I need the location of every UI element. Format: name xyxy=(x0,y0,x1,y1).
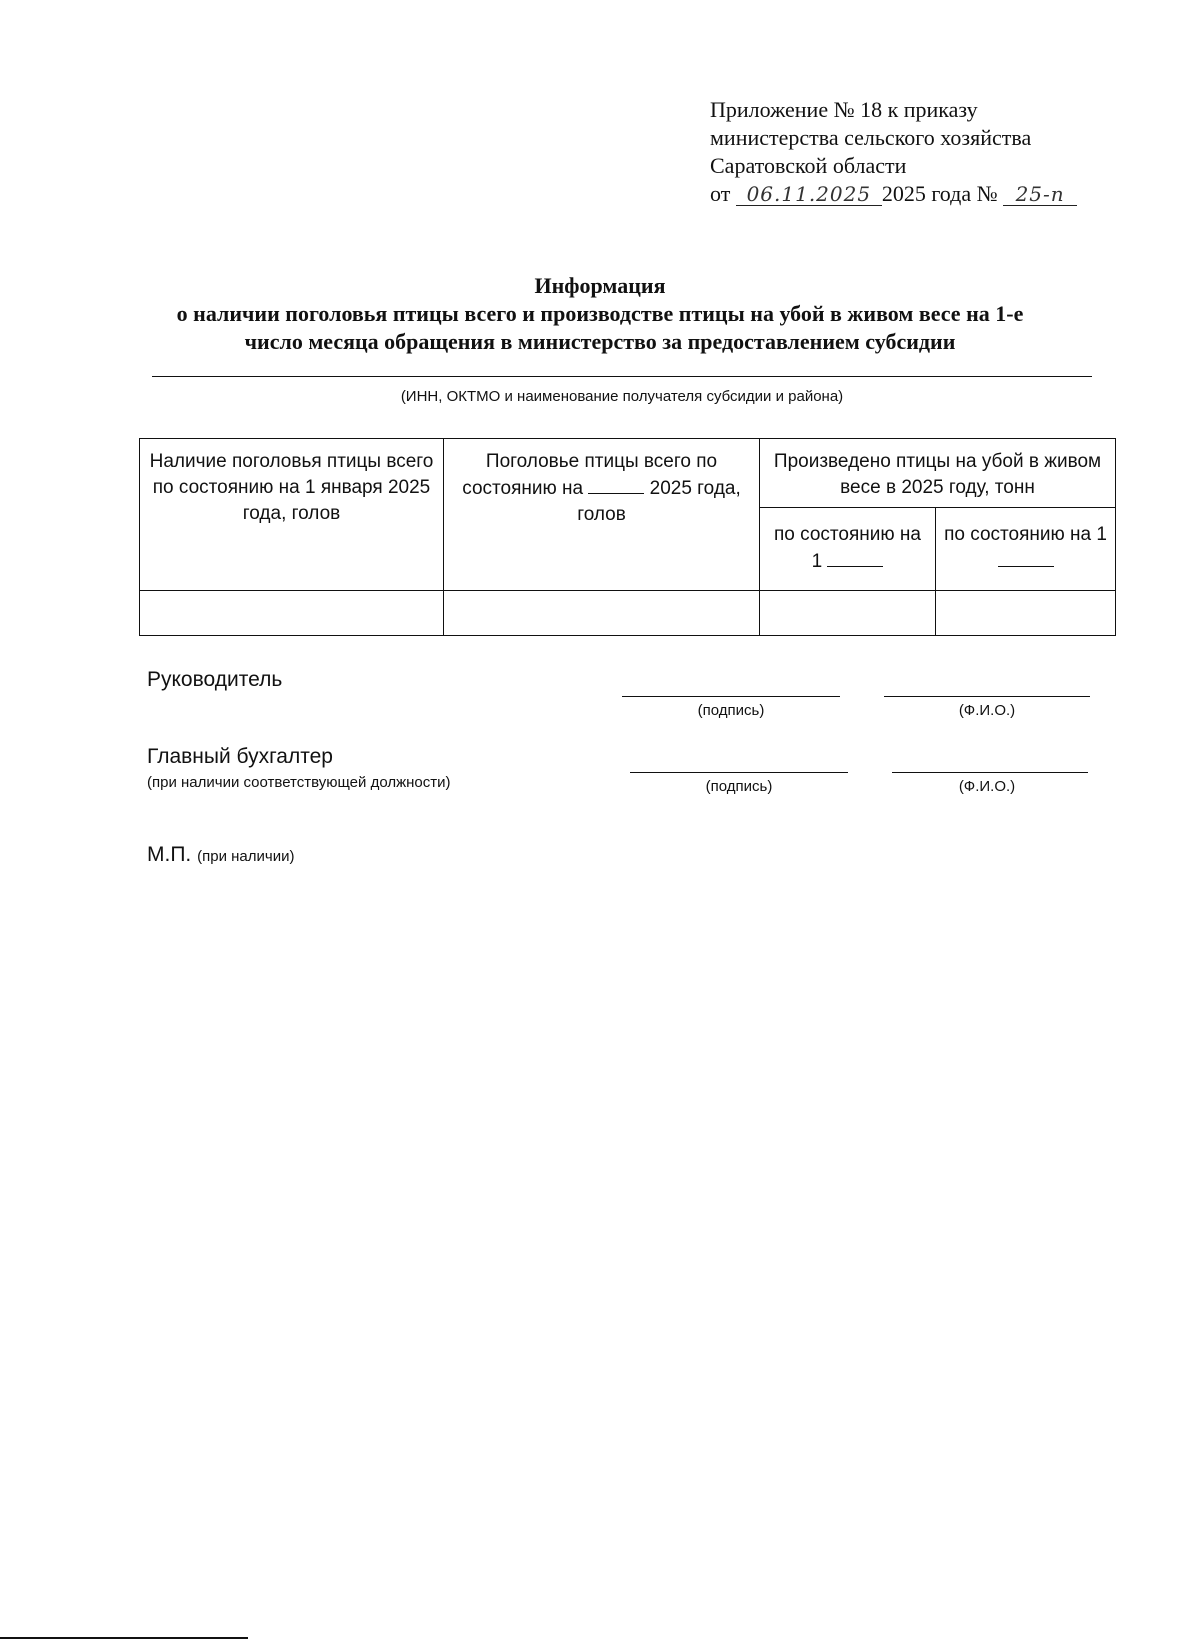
cell-produced-2[interactable] xyxy=(936,591,1116,636)
head-name-line xyxy=(884,696,1090,697)
stamp-label: М.П. xyxy=(147,843,192,866)
header-col2-part1: Поголовье птицы всего по состоянию на xyxy=(462,451,718,499)
header-col2-part2: 2025 года, голов xyxy=(577,478,741,525)
header-livestock-current xyxy=(444,439,760,591)
subheader-2-text: по состоянию на 1 xyxy=(944,524,1107,545)
appendix-line-3: Саратовской области xyxy=(710,153,907,178)
accountant-name-line xyxy=(892,772,1088,773)
cell-livestock-jan[interactable] xyxy=(140,591,444,636)
header-produced: Произведено птицы на убой в живом весе в 2025 году, тонн xyxy=(760,439,1116,508)
accountant-signature-caption: (подпись) xyxy=(705,778,773,795)
date-blank xyxy=(588,475,644,494)
head-role-label: Руководитель xyxy=(147,668,283,691)
date-blank xyxy=(827,548,883,567)
table-header-row xyxy=(140,439,1116,508)
document-subtitle-line-2: число месяца обращения в министерство за предоставлением субсидии xyxy=(244,329,956,354)
from-label: от xyxy=(710,181,731,206)
document-subtitle-line-1: о наличии поголовья птицы всего и производстве птицы на убой в живом весе на 1-е xyxy=(176,301,1024,326)
stamp-placeholder xyxy=(147,843,294,867)
header-livestock-jan: Наличие поголовья птицы всего по состоянию на 1 января 2025 года, голов xyxy=(140,439,444,591)
subheader-as-of-2 xyxy=(936,508,1116,591)
poultry-info-table xyxy=(139,438,1116,636)
recipient-fill-line xyxy=(152,376,1092,377)
recipient-caption: (ИНН, ОКТМО и наименование получателя субсидии и района) xyxy=(400,388,844,405)
head-signature-line xyxy=(622,696,840,697)
subheader-1-text: по состоянию на 1 xyxy=(774,524,921,572)
head-name-caption: (Ф.И.О.) xyxy=(958,702,1016,719)
document-title: Информация xyxy=(534,273,666,298)
stamp-note: (при наличии) xyxy=(197,848,295,865)
subheader-as-of-1 xyxy=(760,508,936,591)
head-signature-caption: (подпись) xyxy=(697,702,765,719)
appendix-line-2: министерства сельского хозяйства xyxy=(710,125,1032,150)
chief-accountant-note: (при наличии соответствующей должности) xyxy=(147,774,451,791)
accountant-signature-line xyxy=(630,772,848,773)
footer-rule xyxy=(0,1637,248,1639)
handwritten-number: 25-п xyxy=(1003,183,1077,206)
accountant-name-caption: (Ф.И.О.) xyxy=(958,778,1016,795)
year-text: 2025 года № xyxy=(881,181,998,206)
appendix-line-1: Приложение № 18 к приказу xyxy=(710,97,978,122)
cell-livestock-current[interactable] xyxy=(444,591,760,636)
appendix-block xyxy=(710,96,1150,208)
handwritten-date: 06.11.2025 xyxy=(736,183,882,206)
chief-accountant-role-label: Главный бухгалтер xyxy=(147,745,333,768)
date-blank xyxy=(998,548,1054,567)
table-data-row xyxy=(140,591,1116,636)
appendix-line-4 xyxy=(710,180,1150,208)
cell-produced-1[interactable] xyxy=(760,591,936,636)
